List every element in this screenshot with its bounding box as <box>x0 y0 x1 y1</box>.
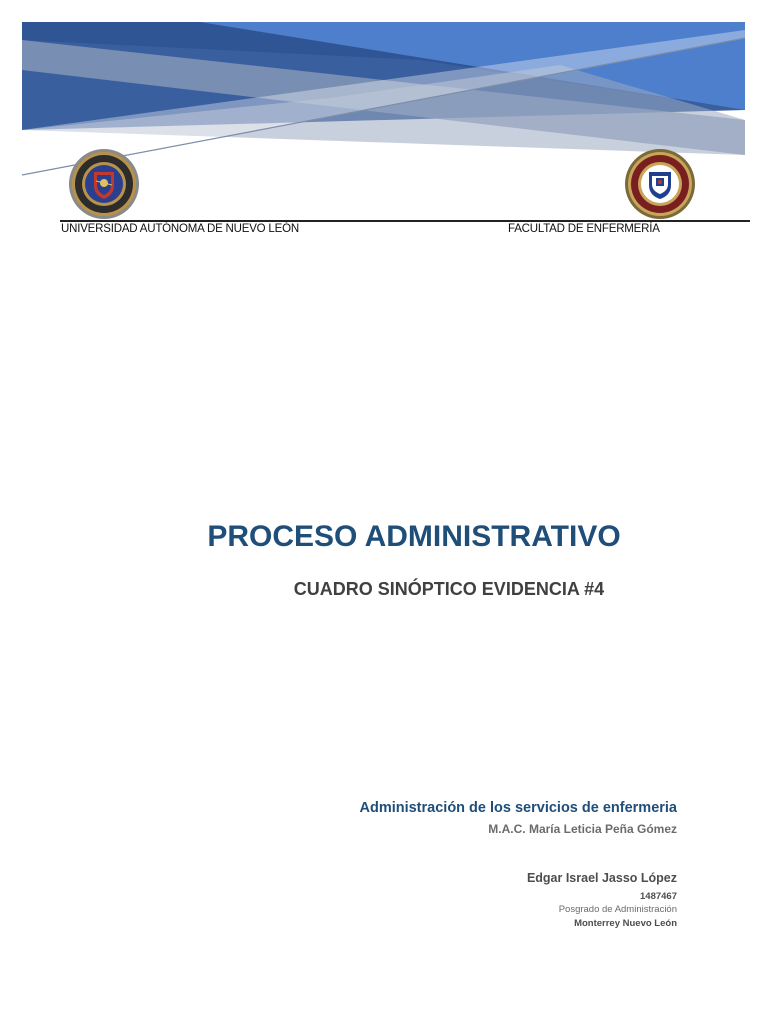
city-name: Monterrey Nuevo León <box>574 918 677 929</box>
teacher-name: M.A.C. María Leticia Peña Gómez <box>488 822 677 836</box>
header-rule <box>60 220 750 222</box>
university-name: UNIVERSIDAD AUTÓNOMA DE NUEVO LEÓN <box>61 223 299 235</box>
faculty-seal-logo <box>624 148 696 220</box>
university-seal-logo <box>68 148 140 220</box>
document-subtitle: CUADRO SINÓPTICO EVIDENCIA #4 <box>293 579 605 599</box>
student-name: Edgar Israel Jasso López <box>526 871 677 885</box>
program-name: Posgrado de Administración <box>558 904 677 915</box>
course-name: Administración de los servicios de enfermeria <box>359 800 677 816</box>
student-id: 1487467 <box>640 891 677 902</box>
document-title: PROCESO ADMINISTRATIVO <box>207 520 621 553</box>
faculty-name: FACULTAD DE ENFERMERÍA <box>508 223 660 235</box>
